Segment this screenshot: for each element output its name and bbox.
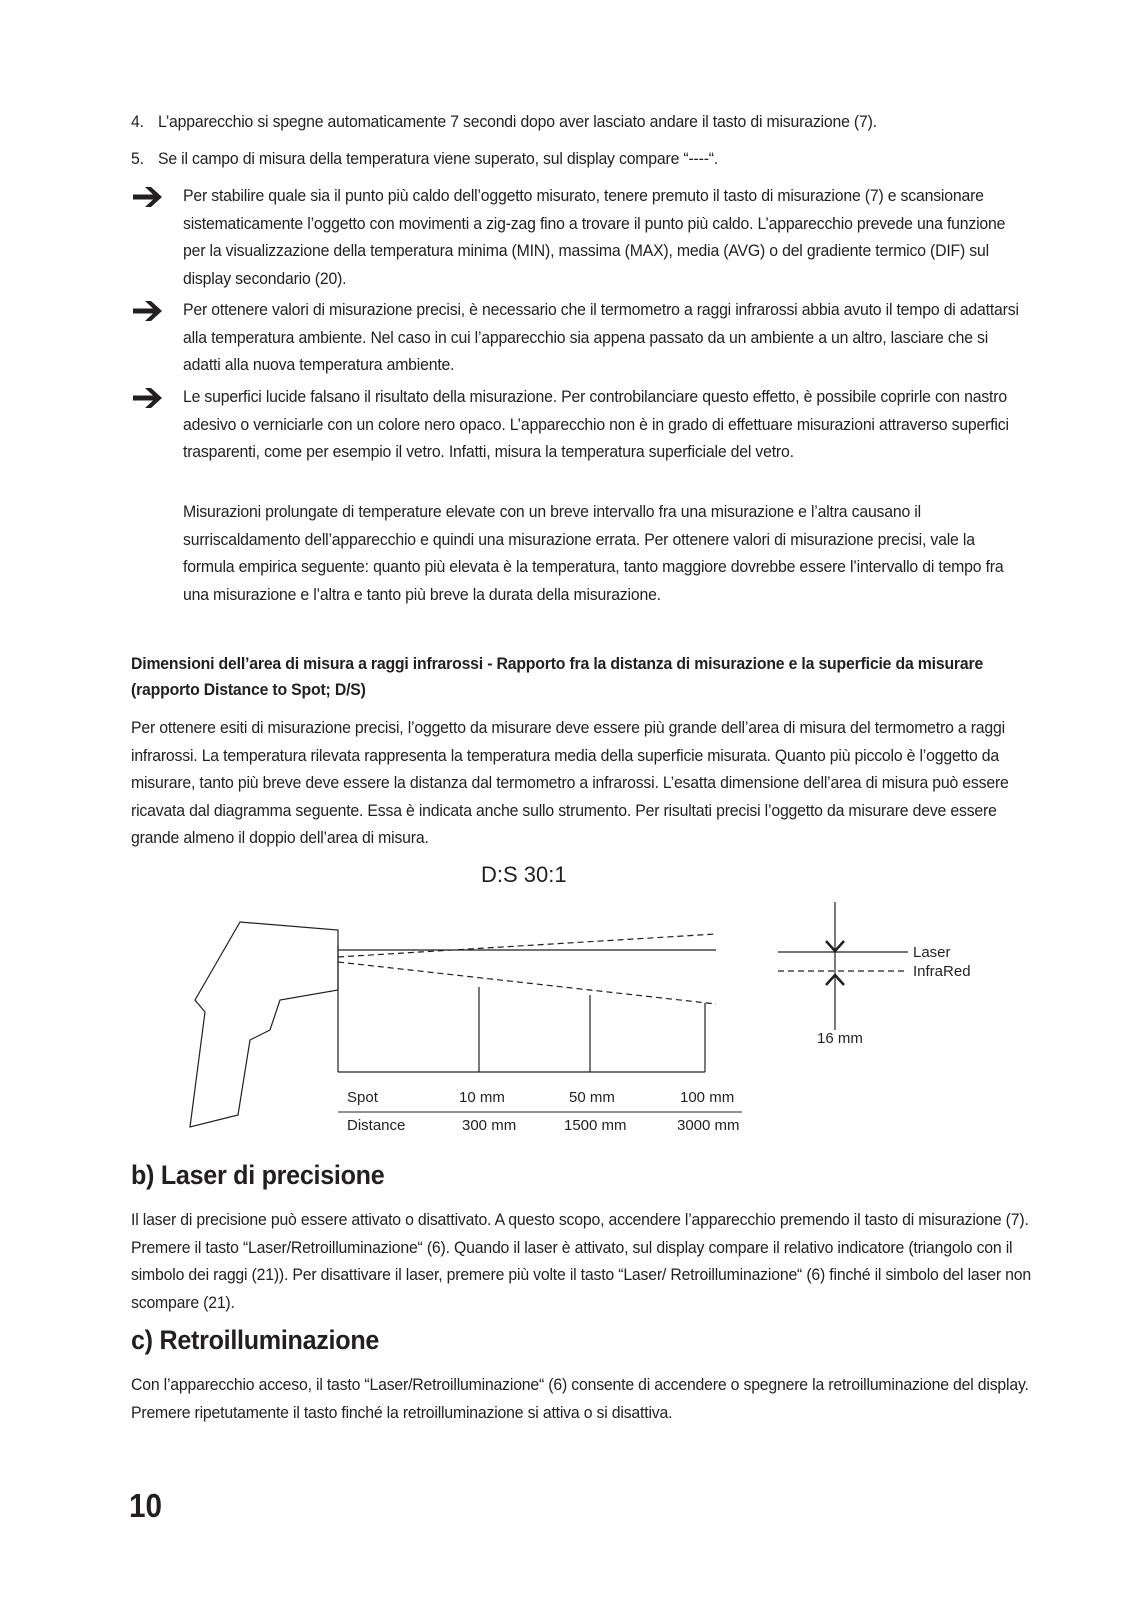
infrared-upper-line — [338, 934, 716, 957]
distance-value-3: 3000 mm — [677, 1117, 740, 1134]
legend-gap-label: 16 mm — [817, 1030, 863, 1047]
note-text: Per ottenere valori di misurazione precisi, è necessario che il termometro a raggi infrarossi abbia avuto il tempo di adattarsi alla temperatura ambiente. Nel caso in cui l’apparecchio sia appena passato da un ambiente a un altro, lasciare che si adatti alla nuova temperatura ambiente. — [183, 300, 1019, 374]
ratio-label: D:S 30:1 — [481, 862, 567, 887]
section-body-backlight — [131, 1371, 1111, 1426]
section-body-laser — [131, 1206, 1111, 1316]
spot-value-2: 50 mm — [569, 1089, 615, 1106]
infrared-lower-line — [338, 962, 716, 1004]
step-number: 5. — [131, 149, 144, 168]
row-label-distance: Distance — [347, 1117, 406, 1134]
legend-infrared-label: InfraRed — [913, 963, 971, 980]
step-number: 4. — [131, 112, 144, 131]
section-text-laser: Il laser di precisione può essere attivato o disattivato. A questo scopo, accendere l’apparecchio premendo il tasto di misurazione (7). Premere il tasto “Laser/Retroilluminazione“ (6). Quando il laser è attivato, sul display compare il relativo indicatore (triangolo con il simbolo dei raggi (21)). Per disattivare il laser, premere più volte il tasto “Laser/ Retroilluminazione“ (6) finché il simbolo del laser non scompare (21). — [131, 1210, 1031, 1312]
step-text: Se il campo di misura della temperatura viene superato, sul display compare “----“. — [157, 149, 719, 168]
page-number: 10 — [129, 1487, 163, 1524]
spot-value-3: 100 mm — [680, 1089, 735, 1106]
distance-value-2: 1500 mm — [564, 1117, 627, 1134]
section-title-backlight: c) Retroilluminazione — [131, 1325, 380, 1355]
note-text: Per stabilire quale sia il punto più caldo dell’oggetto misurato, tenere premuto il tasto di misurazione (7) e scansionare sistematicamente l’oggetto con movimenti a zig-zag fino a trovare il punto più caldo. L’apparecchio prevede una funzione per la visualizzazione della temperatura minima (MIN), massima (MAX), media (AVG) o del gradiente termico (DIF) sul display secondario (20). — [183, 186, 1006, 288]
step-text: L’apparecchio si spegne automaticamente 7 secondi dopo aver lasciato andare il tasto di misurazione (7). — [157, 112, 877, 131]
thermometer-outline — [190, 922, 338, 1127]
spot-section-text: Per ottenere esiti di misurazione precisi, l’oggetto da misurare deve essere più grande dell’area di misura del termometro a raggi infrarossi. La temperatura rilevata rappresenta la temperatura media della superficie misurata. Quanto più piccolo è l’oggetto da misurare, tanto più breve deve essere la distanza dal termometro a infrarossi. L’esatta dimensione dell’area di misura può essere ricavata dal diagramma seguente. Essa è indicata anche sullo strumento. Per risultati precisi l’oggetto da misurare deve essere grande almeno il doppio dell’area di misura. — [131, 718, 1009, 847]
section-text-backlight: Con l’apparecchio acceso, il tasto “Laser/Retroilluminazione“ (6) consente di accendere o spegnere la retroilluminazione del display. Premere ripetutamente il tasto finché la retroilluminazione si attiva o si disattiva. — [131, 1375, 1029, 1422]
note-text: Le superfici lucide falsano il risultato della misurazione. Per controbilanciare questo effetto, è possibile coprirle con nastro adesivo o verniciarle con un colore nero opaco. L’apparecchio non è in grado di effettuare misurazioni attraverso superfici trasparenti, come per esempio il vetro. Infatti, misura la temperatura superficiale del vetro. — [183, 387, 1009, 461]
section-title-laser: b) Laser di precisione — [131, 1160, 385, 1190]
spot-value-1: 10 mm — [459, 1089, 505, 1106]
row-label-spot: Spot — [347, 1089, 378, 1106]
spot-section-heading: Dimensioni dell’area di misura a raggi infrarossi - Rapporto fra la distanza di misurazione e la superficie da misurare (rapporto Distance to Spot; D/S) — [131, 654, 984, 699]
legend-laser-label: Laser — [913, 944, 951, 961]
note-continuation-text: Misurazioni prolungate di temperature elevate con un breve intervallo fra una misurazione e l’altra causano il surriscaldamento dell’apparecchio e quindi una misurazione errata. Per ottenere valori di misurazione precisi, vale la formula empirica seguente: quanto più elevata è la temperatura, tanto maggiore dovrebbe essere l’intervallo di tempo fra una misurazione e l’altra e tanto più breve la durata della misurazione. — [183, 502, 1004, 604]
distance-value-1: 300 mm — [462, 1117, 517, 1134]
